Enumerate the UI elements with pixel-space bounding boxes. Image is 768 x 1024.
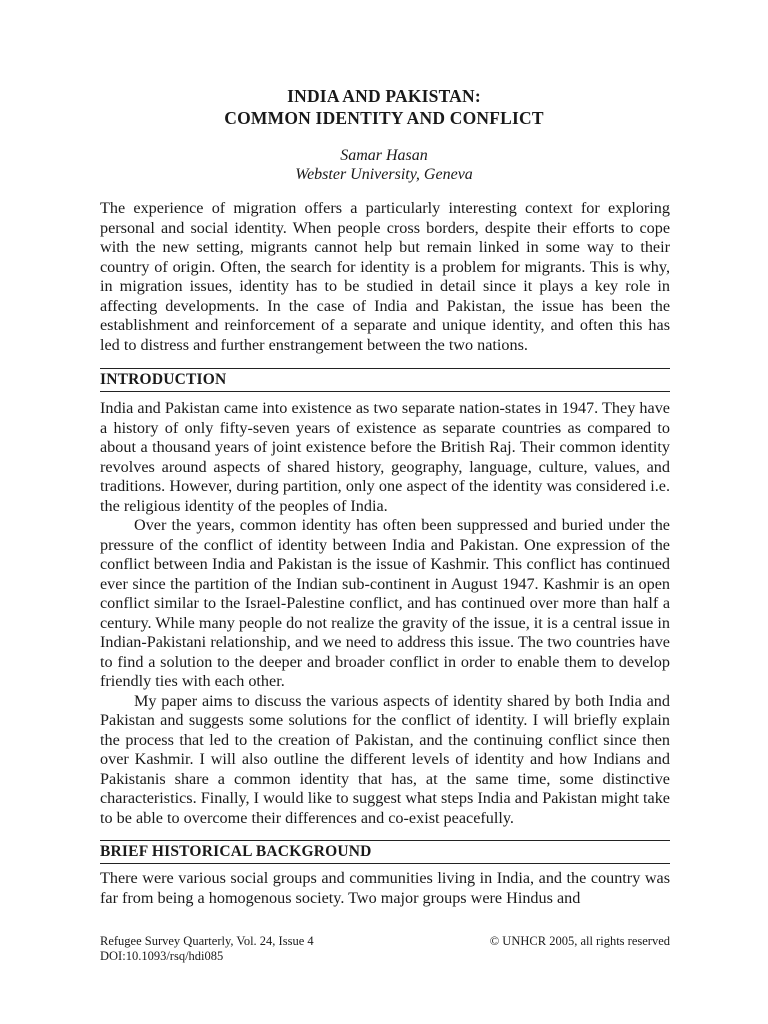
background-paragraph-1: There were various social groups and communities living in India, and the country was far from being a homogenous society. Two major groups were Hindus and (100, 869, 670, 907)
section-rule-top (100, 840, 670, 841)
footer-citation (100, 934, 314, 964)
abstract-paragraph: The experience of migration offers a particularly interesting context for exploring personal and social identity. When people cross borders, despite their efforts to cope with the new setting, migrants cannot help but remain linked in some way to their country of origin. Often, the search for identity is a problem for migrants. This is why, in migration issues, identity has to be studied in detail since it plays a key role in affecting developments. In the case of India and Pakistan, the issue has been the establishment and reinforcement of a separate and unique identity, and often this has led to distress and further enstrangement between the two nations. (100, 199, 670, 354)
footer-copyright: © UNHCR 2005, all rights reserved (489, 934, 670, 948)
section-heading-introduction: INTRODUCTION (100, 371, 670, 392)
footer-doi: DOI:10.1093/rsq/hdi085 (100, 949, 224, 963)
background-body (100, 869, 670, 908)
paper-title-line-2: COMMON IDENTITY AND CONFLICT (224, 108, 544, 128)
page-footer (100, 934, 670, 964)
paper-title-line-1: INDIA AND PAKISTAN: (287, 86, 481, 106)
section-rule-top (100, 368, 670, 369)
author-name: Samar Hasan (340, 147, 428, 164)
author-affiliation: Webster University, Geneva (295, 166, 473, 183)
introduction-paragraph-3: My paper aims to discuss the various aspects of identity shared by both India and Pakistan and suggests some solutions for the conflict of identity. I will briefly explain the process that led to the creation of Pakistan, and the continuing conflict since then over Kashmir. I will also outline the different levels of identity and how Indians and Pakistanis share a common identity that has, at the same time, some distinctive characteristics. Finally, I would like to suggest what steps India and Pakistan might take to be able to overcome their differences and co-exist peacefully. (100, 691, 670, 827)
abstract (100, 199, 670, 355)
introduction-body (100, 399, 670, 828)
footer-journal: Refugee Survey Quarterly, Vol. 24, Issue 4 (100, 934, 314, 948)
section-heading-background: BRIEF HISTORICAL BACKGROUND (100, 843, 670, 864)
introduction-paragraph-2: Over the years, common identity has often been suppressed and buried under the pressure of the conflict of identity between India and Pakistan. One expression of the conflict between India and Pakistan is the issue of Kashmir. This conflict has continued ever since the partition of the Indian sub-continent in August 1947. Kashmir is an open conflict similar to the Israel-Palestine conflict, and has continued over more than half a century. While many people do not realize the gravity of the issue, it is a central issue in Indian-Pakistani relationship, and we need to address this issue. The two countries have to find a solution to the deeper and broader conflict in order to enable them to develop friendly ties with each other. (100, 516, 670, 690)
introduction-paragraph-1: India and Pakistan came into existence as two separate nation-states in 1947. They have a history of only fifty-seven years of existence as separate countries as compared to about a thousand years of joint existence before the British Raj. Their common identity revolves around aspects of shared history, geography, language, culture, values, and traditions. However, during partition, only one aspect of the identity was considered i.e. the religious identity of the peoples of India. (100, 399, 670, 515)
